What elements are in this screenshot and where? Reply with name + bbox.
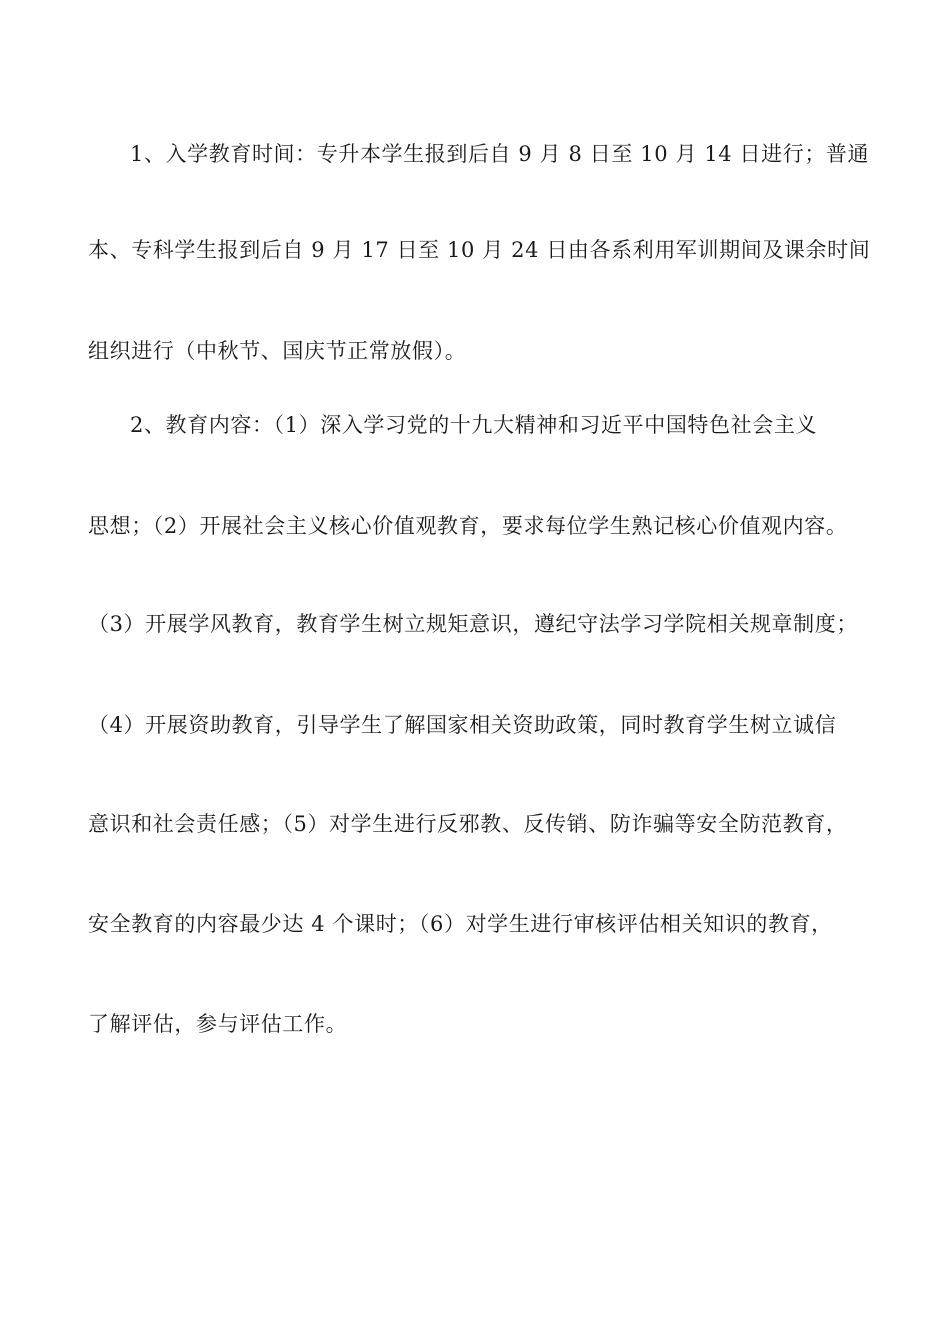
paragraph-2-line-3: （3）开展学风教育，教育学生树立规矩意识，遵纪守法学习学院相关规章制度；: [88, 612, 858, 636]
paragraph-2-line-2: 思想；（2）开展社会主义核心价值观教育，要求每位学生熟记核心价值观内容。: [88, 514, 848, 538]
paragraph-1-line-3: 组织进行（中秋节、国庆节正常放假）。: [88, 339, 467, 363]
paragraph-2-line-4: （4）开展资助教育，引导学生了解国家相关资助政策，同时教育学生树立诚信: [88, 713, 837, 737]
paragraph-2-line-5: 意识和社会责任感；（5）对学生进行反邪教、反传销、防诈骗等安全防范教育，: [88, 812, 848, 836]
paragraph-1-line-1: 1、入学教育时间：专升本学生报到后自 9 月 8 日至 10 月 14 日进行；普通: [130, 142, 870, 166]
paragraph-2-line-7: 了解评估，参与评估工作。: [88, 1012, 348, 1036]
paragraph-1-line-2: 本、专科学生报到后自 9 月 17 日至 10 月 24 日由各系利用军训期间及课余时间: [88, 238, 871, 262]
paragraph-2-line-6: 安全教育的内容最少达 4 个课时；（6）对学生进行审核评估相关知识的教育，: [88, 912, 833, 936]
paragraph-2-line-1: 2、教育内容：（1）深入学习党的十九大精神和习近平中国特色社会主义: [130, 413, 818, 437]
